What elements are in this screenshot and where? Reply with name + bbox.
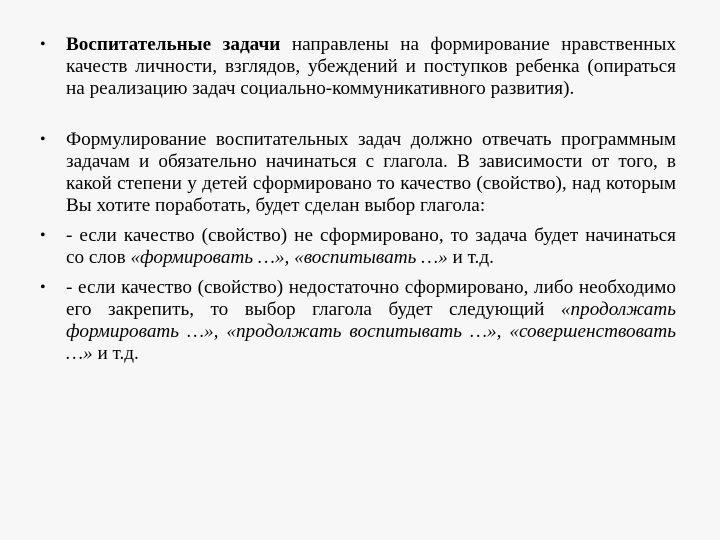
bullet-list bbox=[40, 34, 676, 365]
bullet-item-not-formed bbox=[40, 225, 676, 269]
bullet-item-insufficiently-formed bbox=[40, 277, 676, 365]
item-text-end: и т.д. bbox=[92, 343, 139, 364]
italic-verbs: «продолжать формировать …», «продолжать воспитывать …», «совершенствовать …» bbox=[66, 299, 676, 364]
bullet-icon: • bbox=[40, 227, 46, 244]
item-text: - если качество (свойство) не сформировано, то задача будет начинаться со слов bbox=[66, 225, 676, 268]
item-text: Формулирование воспитательных задач должно отвечать программным задачам и обязательно начинаться с глагола. В зависимости от того, в какой степени у детей сформировано то качество (свойство), над которым Вы хотите поработать, будет сделан выбор глагола: bbox=[66, 129, 676, 216]
bold-lead: Воспитательные задачи bbox=[66, 34, 281, 55]
item-text: - если качество (свойство) недостаточно сформировано, либо необходимо его закрепить, то выбор глагола будет следующий bbox=[66, 277, 676, 320]
bullet-icon: • bbox=[40, 36, 46, 53]
bullet-item-educational-tasks bbox=[40, 34, 676, 100]
item-text: направлены на формирование нравственных качеств личности, взглядов, убеждений и поступков ребенка (опираться на реализацию задач социально-коммуникативного развития). bbox=[66, 34, 676, 99]
italic-verbs: «формировать …», «воспитывать …» bbox=[130, 247, 448, 268]
item-text-end: и т.д. bbox=[447, 247, 494, 268]
bullet-item-formulation bbox=[40, 129, 676, 217]
bullet-icon: • bbox=[40, 131, 46, 148]
bullet-icon: • bbox=[40, 279, 46, 296]
